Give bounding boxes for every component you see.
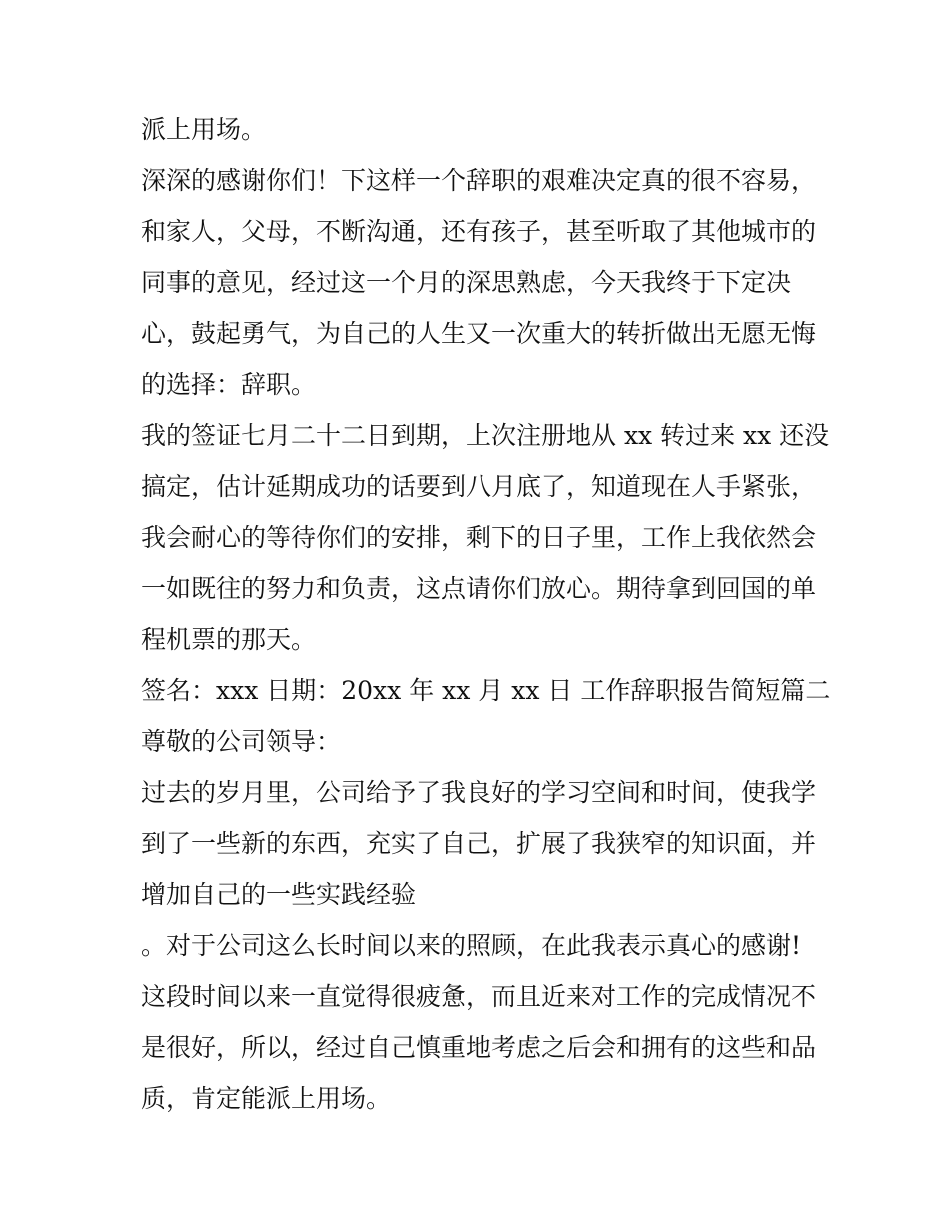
text-line: 派上用场。 [141,115,267,144]
text-line: 同事的意见，经过这一个月的深思熟虑，今天我终于下定决 [141,268,792,297]
text-line: 和家人，父母，不断沟通，还有孩子，甚至听取了其他城市的 [141,217,817,246]
text-line: 过去的岁月里，公司给予了我良好的学习空间和时间，使我学 [141,778,817,807]
text-line: 。对于公司这么长时间以来的照顾，在此我表示真心的感谢! [141,931,802,960]
text-line: 的选择：辞职。 [141,370,317,399]
text-line: 是很好，所以，经过自己慎重地考虑之后会和拥有的这些和品 [141,1033,817,1062]
text-line: 我会耐心的等待你们的安排，剩下的日子里，工作上我依然会 [141,523,817,552]
text-line: 尊敬的公司领导： [141,727,342,756]
text-line: 签名：xxx 日期：20xx 年 xx 月 xx 日 工作辞职报告简短篇二 [141,676,831,705]
text-line: 程机票的那天。 [141,625,317,654]
text-line: 深深的感谢你们！下这样一个辞职的艰难决定真的很不容易， [141,166,817,195]
text-line: 一如既往的努力和负责，这点请你们放心。期待拿到回国的单 [141,574,817,603]
text-line: 增加自己的一些实践经验 [141,880,417,909]
text-line: 这段时间以来一直觉得很疲惫，而且近来对工作的完成情况不 [141,982,817,1011]
text-line: 心，鼓起勇气，为自己的人生又一次重大的转折做出无愿无悔 [141,319,817,348]
text-line: 到了一些新的东西，充实了自己，扩展了我狭窄的知识面，并 [141,829,817,858]
text-line: 搞定，估计延期成功的话要到八月底了，知道现在人手紧张， [141,472,817,501]
text-line: 我的签证七月二十二日到期，上次注册地从 xx 转过来 xx 还没 [141,421,830,450]
document-body [141,104,831,1124]
text-line: 质，肯定能派上用场。 [141,1084,392,1113]
